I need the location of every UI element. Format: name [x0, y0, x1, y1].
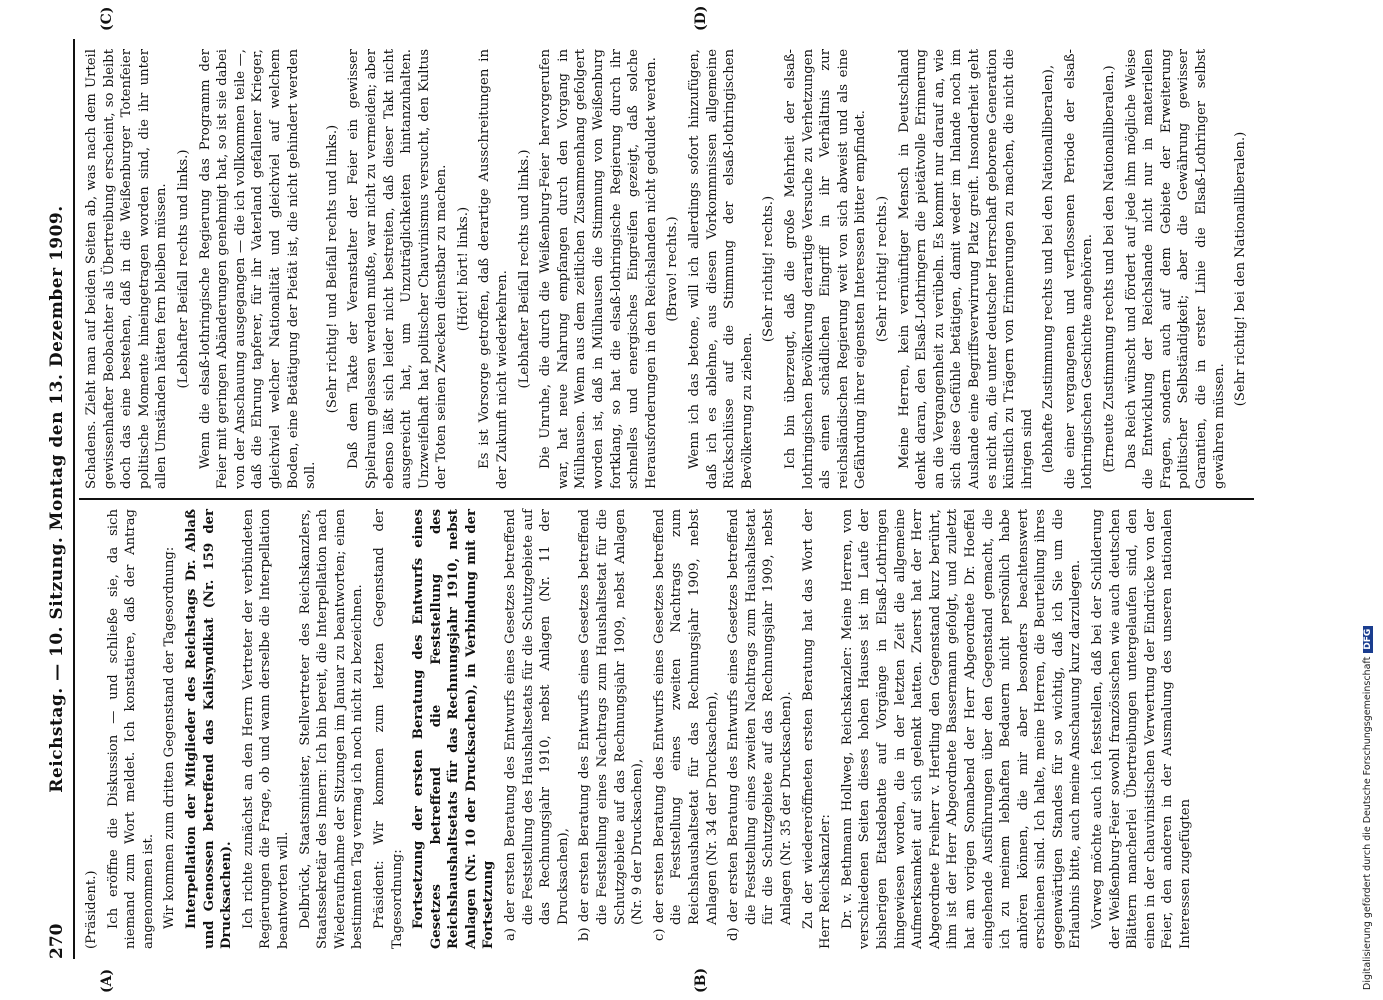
- agenda-subitem: d) der ersten Beratung des Entwurfs eines Gesetzes betreffend die Feststellung eines zweiten Nachtrags zum Haushaltsetat für die Schutzgebiete auf das Rechnungsjahr 1909, nebst Anlagen (Nr. 35 der Drucksachen).: [726, 509, 794, 941]
- rotated-document-page: [41, 5, 1256, 993]
- reaction: (Sehr richtig! rechts.): [874, 195, 890, 343]
- reaction: (Sehr richtig! rechts.): [761, 195, 777, 343]
- paragraph: Ich richte zunächst an den Herrn Vertreter der verbündeten Regierungen die Frage, ob und wann derselbe die Interpellation beantworten will.: [240, 509, 291, 949]
- paragraph: Daß dem Takte der Veranstalter der Feier ein gewisser Spielraum gelassen werden mußte, war nicht zu vermeiden; aber ebenso läßt sich leider nicht bestreiten, daß dieser Takt nicht ausgereicht hat, um Unzuträglichkeiten hintanzuhalten. Unzweifelhaft hat politischer Chauvinismus versucht, den Kultus der Toten seinen Zwecken dienstbar zu machen.: [346, 49, 450, 489]
- page-number: 270: [47, 923, 67, 959]
- paragraph: Das Reich wünscht und fördert auf jede ihm mögliche Weise die Entwicklung der Reichslande nicht nur in materiellen Fragen, sondern auch auf dem Gebiete der Erweiterung politischer Selbständigkeit; aber die Gewährung gewisser Garantien, die in erster Linie die Elsaß-Lothringer selbst gewähren müssen.: [1123, 49, 1227, 489]
- running-title: Reichstag. — 10. Sitzung. Montag den 13. Dezember 1909.: [47, 205, 67, 793]
- right-column: [83, 49, 1254, 489]
- paragraph: Präsident: Wir kommen zum letzten Gegenstand der Tagesordnung:: [371, 509, 405, 949]
- digitization-credit: [1362, 626, 1373, 990]
- margin-marker-a: (A): [99, 968, 115, 993]
- paragraph: Wir kommen zum dritten Gegenstand der Tagesordnung:: [162, 546, 178, 929]
- reaction: (Hört! hört! links.): [455, 206, 471, 332]
- reaction: (Lebhafter Beifall rechts und links.): [516, 149, 532, 389]
- paragraph: Ich eröffne die Diskussion — und schließe sie, da sich niemand zum Wort meldet. Ich konstatiere, daß der Antrag angenommen ist.: [105, 509, 156, 949]
- reaction: (Erneute Zustimmung rechts und bei den Nationalliberalen.): [1102, 65, 1118, 473]
- speech-delbrueck: Delbrück, Staatsminister, Stellvertreter des Reichskanzlers, Staatssekretär des Innern: Ich bin bereit, die Interpellation nach Wiederaufnahme der Sitzungen im Januar zu beantworten; einen bestimmten Tag vermag ich noch nicht zu bezeichnen.: [297, 509, 366, 949]
- margin-marker-b: (B): [693, 967, 709, 993]
- dfg-logo: DFG: [1363, 626, 1373, 653]
- column-divider: [79, 498, 1254, 500]
- credit-text: Digitalisierung gefördert durch die Deutsche Forschungsgemeinschaft: [1362, 656, 1373, 990]
- reaction: (Bravo! rechts.): [665, 216, 681, 322]
- left-column: [83, 509, 1199, 949]
- agenda-subitem: c) der ersten Beratung des Entwurfs eines Gesetzes betreffend die Feststellung eines zweiten Nachtrags zum Reichshaushaltsetat für das Rechnungsjahr 1909, nebst Anlagen (Nr. 34 der Drucksachen),: [651, 509, 720, 941]
- paragraph: Die Unruhe, die durch die Weißenburg-Feier hervorgerufen war, hat neue Nahrung empfangen durch den Vorgang in Mülhausen. Wenn aus dem zeitlichen Zusammenhang gefolgert worden ist, daß in Mülhausen die Stimmung von Weißenburg fortklang, so hat die elsaß-lothringische Regierung durch ihr schnelles und energisches Eingreifen gezeigt, daß solche Herausforderungen in den Reichslanden nicht geduldet werden.: [538, 49, 659, 489]
- paragraph: Meine Herren, kein vernünftiger Mensch in Deutschland denkt daran, den Elsaß-Lothringern die pietätvolle Erinnerung an die Vergangenheit zu verübeln. Es kommt nur darauf an, wie sich diese Gefühle betätigen, damit weder im Inlande noch im Auslande eine Begriffsverwirrung Platz greift. Insonderheit geht es nicht an, die unter deutscher Herrschaft geborene Generation künstlich zu Trägern von Erinnerungen zu machen, die nicht die ihrigen sind: [896, 49, 1035, 489]
- margin-marker-c: (C): [99, 6, 115, 31]
- agenda-item-interpellation: Interpellation der Mitglieder des Reichstags Dr. Ablaß und Genossen betreffend das Kalisyndikat (Nr. 159 der Drucksachen).: [183, 509, 235, 949]
- page-header: [41, 39, 75, 959]
- paragraph: Schadens. Zieht man auf beiden Seiten ab, was nach dem Urteil gewissenhafter Beobachter als Übertreibung erscheint, so bleibt doch das eine bestehen, daß in die Weißenburger Totenfeier politische Momente hineingetragen worden sind, die ihr unter allen Umständen hätten fern bleiben müssen.: [84, 49, 170, 489]
- margin-marker-d: (D): [693, 5, 709, 31]
- paragraph: die einer vergangenen und verflossenen Periode der elsaß-lothringischen Geschichte angehören.: [1062, 49, 1096, 489]
- paragraph: Ich bin überzeugt, daß die große Mehrheit der elsaß-lothringischen Bevölkerung derartige Versuche zu Verhetzungen als einen schädlichen Eingriff in ihr Verhältnis zur reichsländischen Regierung weit von sich abweist und als eine Gefährdung ihrer eigensten Interessen bitter empfindet.: [782, 49, 869, 489]
- agenda-subitem: a) der ersten Beratung des Entwurfs eines Gesetzes betreffend die Feststellung des Haushaltsetats für die Schutzgebiete auf das Rechnungsjahr 1910, nebst Anlagen (Nr. 11 der Drucksachen),: [503, 509, 571, 941]
- speaker-note: (Präsident.): [84, 870, 99, 949]
- paragraph: Vorweg möchte auch ich feststellen, daß bei der Schilderung der Weißenburg-Feier sowohl französischen wie auch deutschen Blättern mancherlei Übertreibungen untergelaufen sind, den einen in der chauvinistischen Verwertung der Eindrücke von der Feier, den anderen in der Ausmalung des unseren nationalen Interessen zugefügten: [1090, 509, 1194, 949]
- reaction: (Sehr richtig! und Beifall rechts und links.): [324, 124, 340, 414]
- reaction: (Sehr richtig! bei den Nationalliberalen.): [1233, 131, 1249, 407]
- paragraph: Wenn die elsaß-lothringische Regierung das Programm der Feier mit geringen Abänderungen genehmigt hat, so ist sie dabei von der Anschauung ausgegangen — die ich vollkommen teile —, daß die Ehrung tapferer, für ihr Vaterland gefallener Krieger, gleichviel welcher Nationalität und gleichviel auf welchem Boden, eine Betätigung der Pietät ist, die nicht gehindert werden soll.: [197, 49, 319, 489]
- agenda-subitem: b) der ersten Beratung des Entwurfs eines Gesetzes betreffend die Feststellung eines Nachtrags zum Haushaltsetat für die Schutzgebiete auf das Rechnungsjahr 1909, nebst Anlagen (Nr. 9 der Drucksachen),: [577, 509, 646, 941]
- speech-chancellor: Dr. v. Bethmann Hollweg, Reichskanzler: Meine Herren, von verschiedenen Seiten dieses hohen Hauses ist im Laufe der bisherigen Etatsdebatte auf Vorgänge in Elsaß-Lothringen hingewiesen worden, die in der letzten Zeit die allgemeine Aufmerksamkeit auf sich gelenkt hatten. Zuerst hat der Herr Abgeordnete Freiherr v. Hertling den Gegenstand kurz berührt, ihm ist der Herr Abgeordnete Bassermann gefolgt, und zuletzt hat am vorigen Sonnabend der Herr Abgeordnete Dr. Hoeffel eingehende Ausführungen über den Gegenstand gemacht, die ich zu meinem lebhaften Bedauern nicht persönlich habe anhören können, die mir aber besonders beachtenswert erschienen sind. Ich halte, meine Herren, die Beurteilung ihres gegenwärtigen Standes für so wichtig, daß ich Sie um die Erlaubnis bitte, auch meine Anschauung kurz darzulegen.: [839, 509, 1084, 949]
- paragraph: Zu der wiedereröffneten ersten Beratung hat das Wort der Herr Reichskanzler:: [800, 509, 834, 949]
- reaction: (lebhafte Zustimmung rechts und bei den Nationalliberalen),: [1041, 64, 1057, 474]
- agenda-item-budget: Fortsetzung der ersten Beratung des Entwurfs eines Gesetzes betreffend die Feststellung des Reichshaushaltsetats für das Rechnungsjahr 1910, nebst Anlagen (Nr. 10 der Drucksachen), in Verbindung mit der Fortsetzung: [411, 509, 497, 949]
- paragraph: Es ist Vorsorge getroffen, daß derartige Ausschreitungen in der Zukunft nicht wiederkehren.: [477, 49, 511, 489]
- paragraph: Wenn ich das betone, will ich allerdings sofort hinzufügen, daß ich es ablehne, aus diesen Vorkommnissen allgemeine Rückschlüsse auf die Stimmung der elsaß-lothringischen Bevölkerung zu ziehen.: [687, 49, 755, 489]
- reaction: (Lebhafter Beifall rechts und links.): [175, 149, 191, 389]
